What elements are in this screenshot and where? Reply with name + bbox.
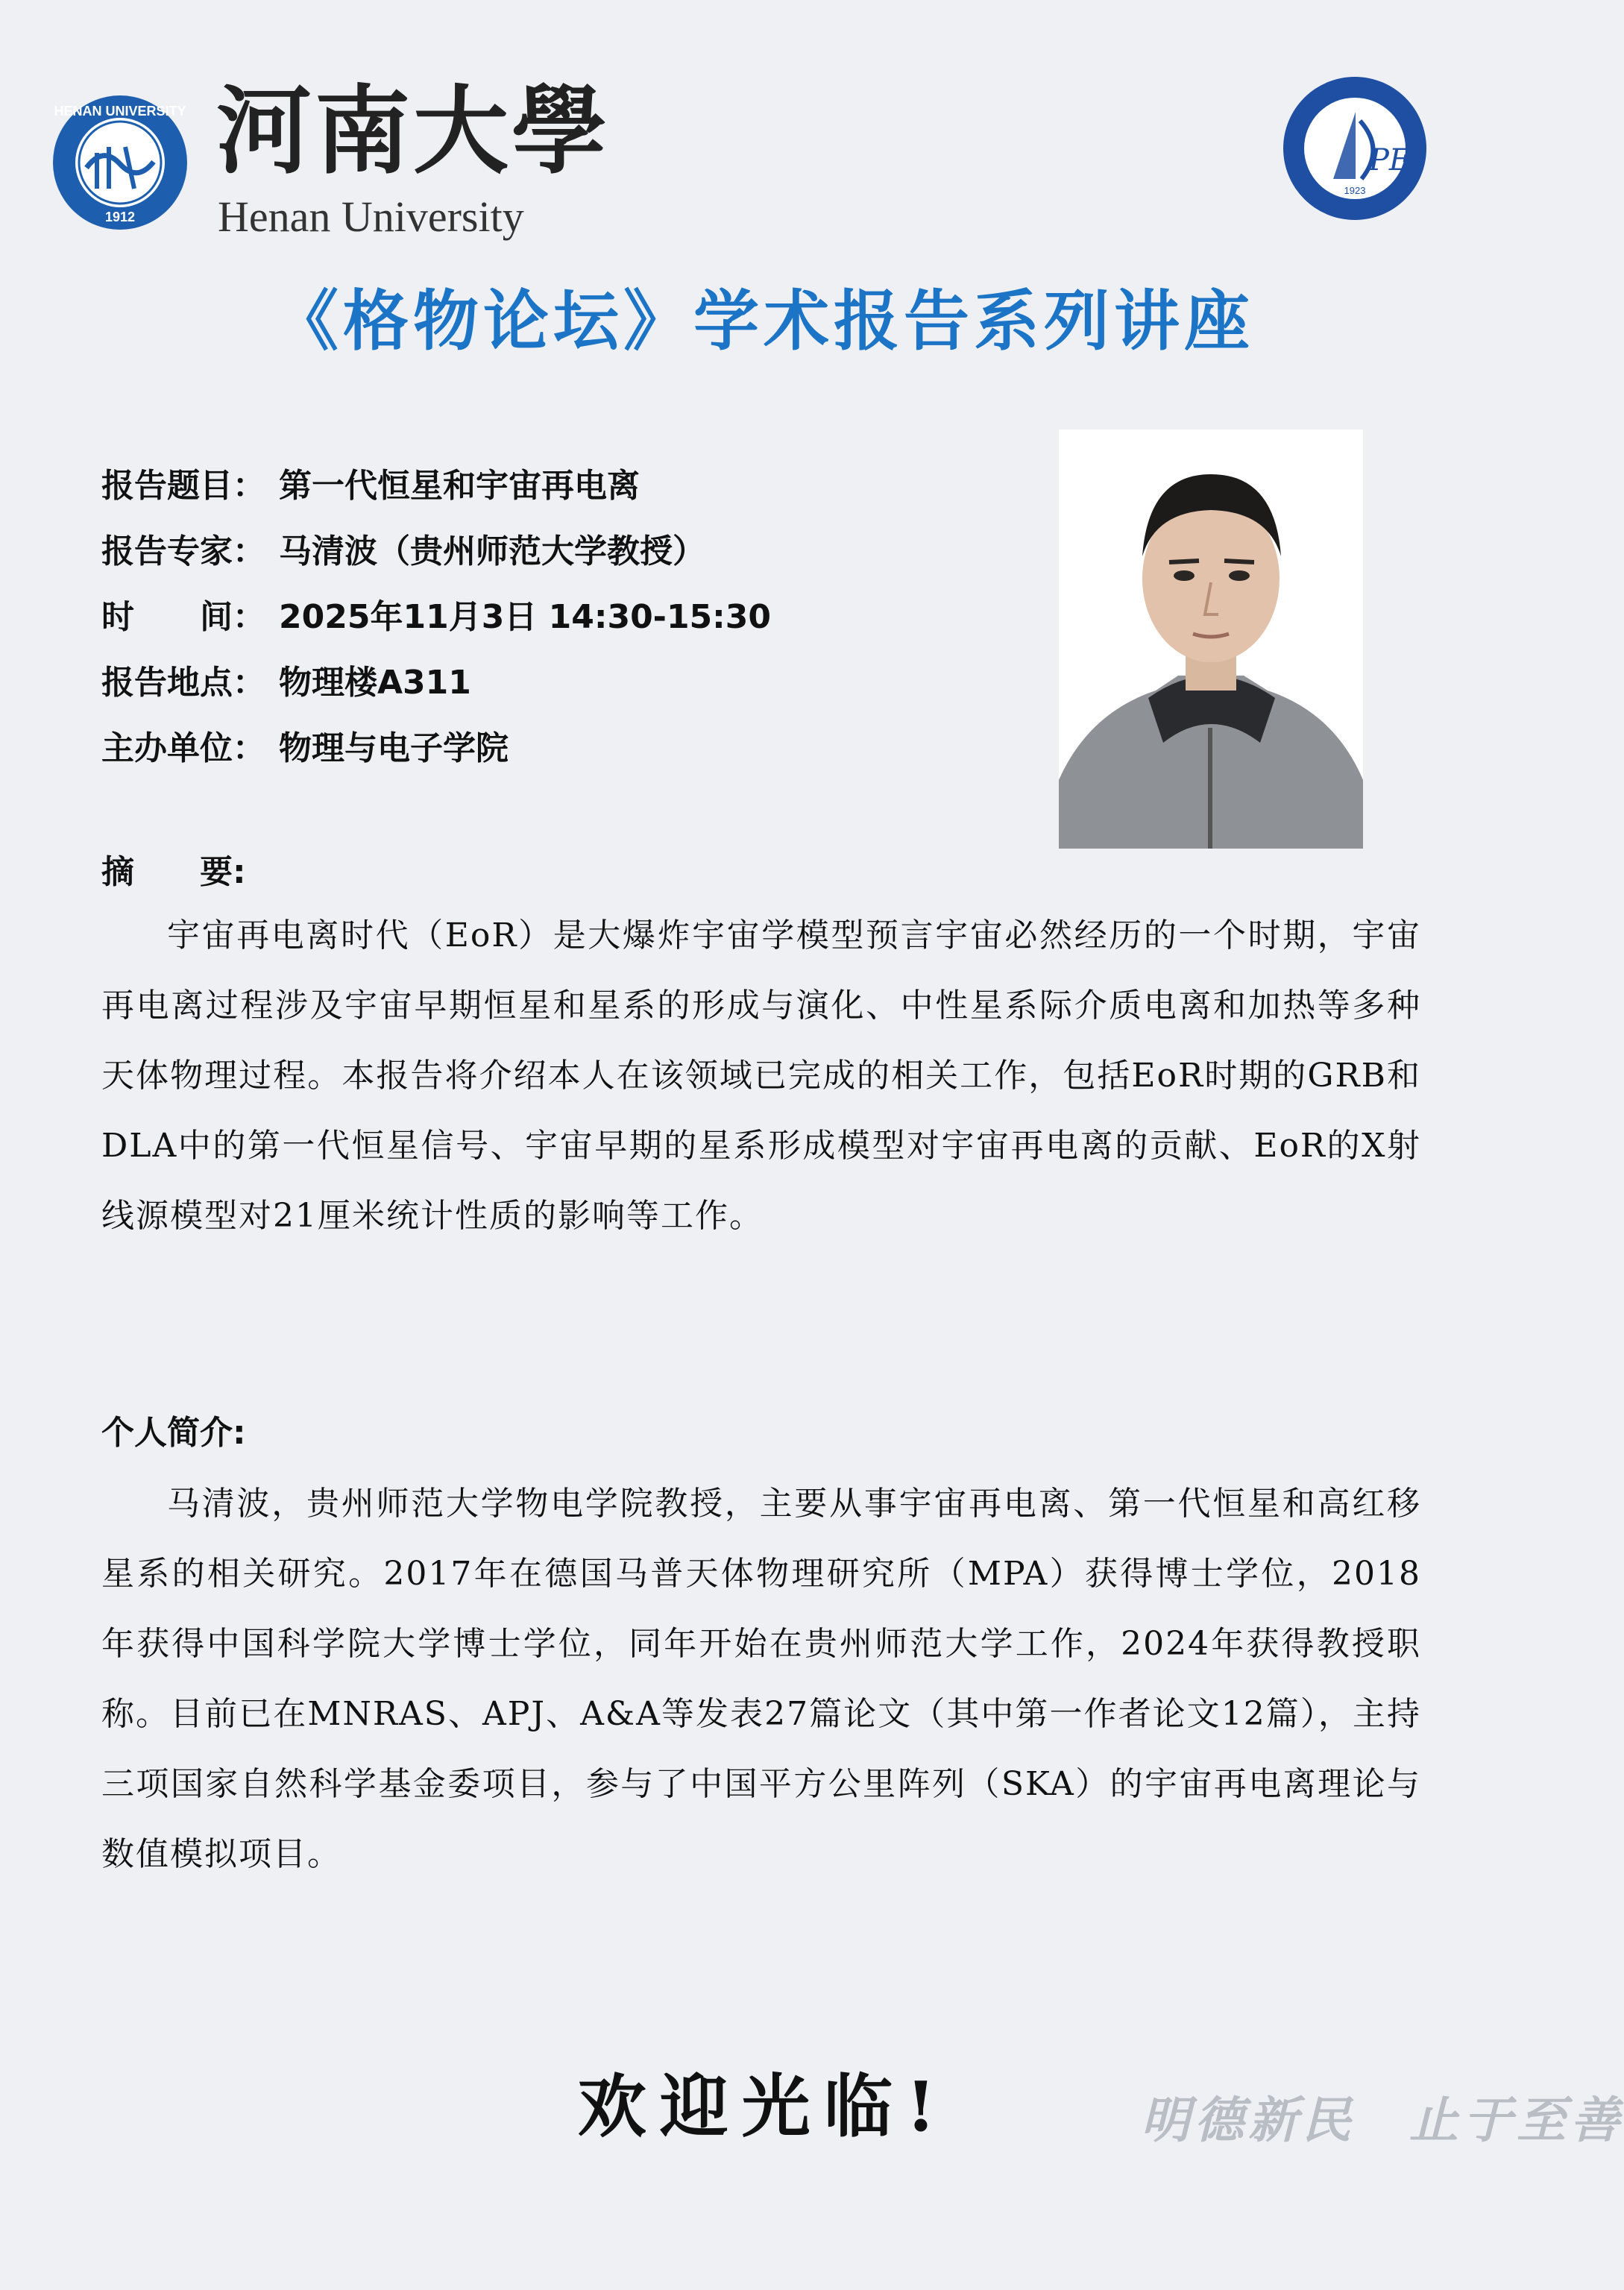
seal-year: 1912 xyxy=(104,210,136,224)
school-seal-mark: PE xyxy=(1369,143,1411,177)
henan-university-seal xyxy=(51,93,189,232)
bio-text: 马清波，贵州师范大学物电学院教授，主要从事宇宙再电离、第一代恒星和高红移星系的相关研究。2017年在德国马普天体物理研究所（MPA）获得博士学位，2018年获得中国科学院大学博士学位，同年开始在贵州师范大学工作，2024年获得教授职称。目前已在MNRAS、APJ、A&A等发表27篇论文（其中第一作者论文12篇），主持三项国家自然科学基金委项目，参与了中国平方公里阵列（SKA）的宇宙再电离理论与数值模拟项目。 xyxy=(101,1485,1421,1873)
info-row-speaker xyxy=(101,519,1033,585)
info-row-topic xyxy=(101,453,1033,519)
info-label: 时 间： xyxy=(101,598,265,636)
info-value: 第一代恒星和宇宙再电离 xyxy=(279,467,640,505)
info-label: 报告地点： xyxy=(101,664,265,702)
lecture-info xyxy=(101,453,1033,781)
page-title: 《格物论坛》学术报告系列讲座 xyxy=(272,283,1254,359)
speaker-photo xyxy=(1059,430,1363,849)
welcome-text: 欢迎光临! xyxy=(577,2066,950,2147)
bio-heading: 个人简介: xyxy=(101,1414,246,1452)
info-row-location xyxy=(101,650,1033,716)
university-name-cn: 河南大學 xyxy=(216,75,611,187)
info-value: 马清波（贵州师范大学教授） xyxy=(279,532,705,570)
university-motto: 明德新民 止于至善 xyxy=(1141,2091,1624,2149)
info-label: 报告题目： xyxy=(101,467,265,505)
info-value: 2025年11月3日 14:30-15:30 xyxy=(279,598,771,636)
abstract-heading: 摘 要: xyxy=(101,853,246,891)
info-value: 物理楼A311 xyxy=(279,664,471,702)
info-value: 物理与电子学院 xyxy=(279,729,509,767)
info-label: 主办单位： xyxy=(101,729,265,767)
info-row-time xyxy=(101,585,1033,650)
school-seal-year: 1923 xyxy=(1344,185,1366,196)
university-name-en: Henan University xyxy=(218,192,524,241)
info-row-organizer xyxy=(101,716,1033,781)
abstract-text: 宇宙再电离时代（EoR）是大爆炸宇宙学模型预言宇宙必然经历的一个时期，宇宙再电离过程涉及宇宙早期恒星和星系的形成与演化、中性星系际介质电离和加热等多种天体物理过程。本报告将介绍本人在该领域已完成的相关工作，包括EoR时期的GRB和DLA中的第一代恒星信号、宇宙早期的星系形成模型对宇宙再电离的贡献、EoR的X射线源模型对21厘米统计性质的影响等工作。 xyxy=(101,916,1421,1235)
school-seal-icon xyxy=(1281,75,1429,222)
speaker-portrait-icon xyxy=(1059,430,1363,849)
school-seal xyxy=(1281,75,1429,222)
university-seal-icon xyxy=(51,93,189,232)
seal-ring-text: HENAN UNIVERSITY xyxy=(54,104,186,119)
info-label: 报告专家： xyxy=(101,532,265,570)
